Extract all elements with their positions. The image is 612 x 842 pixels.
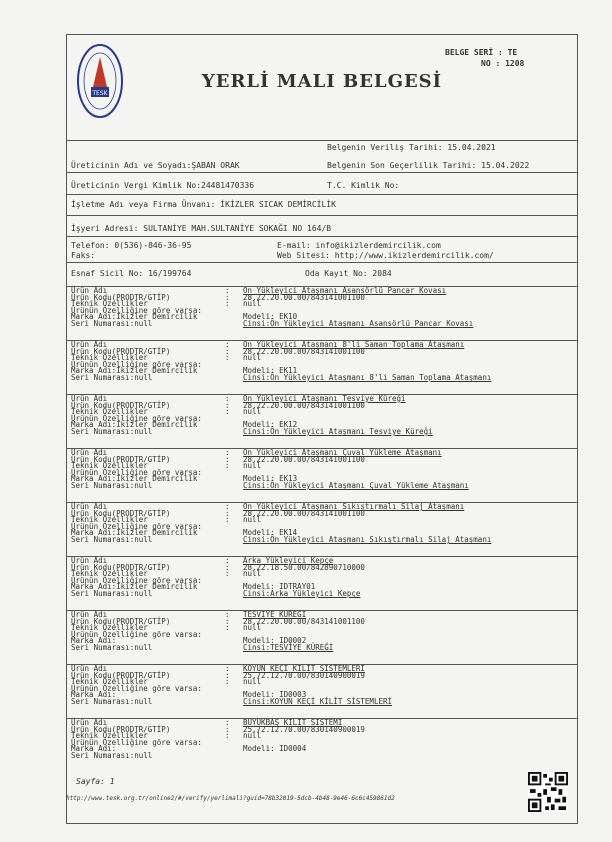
product-field: : [225,731,230,741]
product-field: Marka Adı: [71,744,117,754]
product-field: Ön Yükleyici Ataşmanı Asansörlü Pancar Kovası [243,287,447,295]
product-field: Arka Yükleyici Kepçe [243,557,334,565]
product-field: null [243,623,262,633]
oda-kayit: Oda Kayıt No: 2084 [305,269,392,278]
verify-url[interactable]: http://www.tesk.org.tr/online2/#/verify/yerlimali?guid=78b32019-5dcb-4b48-9e46-6c6c459861d2 [66,795,395,802]
product-field: : [225,724,230,734]
product-field: : [225,616,230,626]
product-field: : [225,503,230,511]
product-field: : [225,677,230,687]
document-title: YERLİ MALI BELGESİ [201,71,443,92]
product-field: null [243,731,262,741]
product-field: Ürün Kodu(PRODTR/GTİP) [71,454,171,464]
product-field: Teknik Özellikler [71,731,148,741]
product-field: Ön Yükleyici Ataşmanı Tesviye Küreği [243,395,406,403]
product-field: Seri Numarası:null [71,697,153,706]
product-row [67,665,577,719]
product-field: Ürün Kodu(PRODTR/GTİP) [71,616,171,626]
product-field: : [225,508,230,518]
product-field: Modeli: ID0004 [243,744,307,754]
product-field: BÜYÜKBAŞ KİLİT SİSTEMİ [243,719,343,727]
product-field: : [225,665,230,673]
product-field: Teknik Özellikler [71,623,148,633]
product-field: Teknik Özellikler [71,353,148,363]
product-field: : [225,719,230,727]
product-field: Marka Adı:İkizler Demircilik [71,420,198,430]
product-list [67,287,577,764]
isyeri-adresi: İşyeri Adresi: SULTANİYE MAH.SULTANİYE SOKAĞI NO 164/B [71,224,332,233]
product-field: Teknik Özellikler [71,299,148,309]
product-field: Marka Adı:İkizler Demircilik [71,582,198,592]
product-field: Ürünün Özelliğine göre varsa: [71,575,202,585]
product-field: Modeli: ID0003 [243,690,307,700]
product-field: : [225,400,230,410]
product-field: Marka Adı:İkizler Demircilik [71,528,198,538]
product-field: Teknik Özellikler [71,677,148,687]
product-field: Modeli: IDTRAY01 [243,582,316,592]
product-field: null [243,407,262,417]
product-field: : [225,395,230,403]
product-field: Seri Numarası:null [71,751,153,760]
product-field: : [225,346,230,356]
product-field: 28.22.20.00.00/843141001100 [243,400,365,410]
product-field: Cinsi:Arka Yükleyici Kepçe [243,589,361,598]
belge-seri-block [445,47,524,69]
certificate-page [66,34,578,824]
product-field: Seri Numarası:null [71,535,153,544]
email: E-mail: info@ikizlerdemircilik.com [277,241,441,250]
product-field: Modeli: EK14 [243,528,298,538]
product-field: Cinsi:Ön Yükleyici Ataşmanı Çuval Yükleme Ataşmanı [243,481,469,490]
product-field: Ürünün Özelliğine göre varsa: [71,737,202,747]
product-field: Ürünün Özelliğine göre varsa: [71,305,202,315]
product-field: Ürünün Özelliğine göre varsa: [71,521,202,531]
product-field: Ürün Kodu(PRODTR/GTİP) [71,346,171,356]
product-field: Ürünün Özelliğine göre varsa: [71,467,202,477]
product-field: 25.72.12.70.00/830140900019 [243,724,365,734]
product-field: Seri Numarası:null [71,643,153,652]
product-field: Modeli: EK12 [243,420,298,430]
faks: Faks: [71,251,96,260]
product-field: Cinsi:KOYUN KEÇİ KİLİT SİSTEMLERİ [243,697,393,706]
product-field: Marka Adı:İkizler Demircilik [71,366,198,376]
product-field: Teknik Özellikler [71,515,148,525]
product-field: Ürün Kodu(PRODTR/GTİP) [71,292,171,302]
product-row [67,395,577,449]
product-field: Seri Numarası:null [71,373,153,382]
product-field: : [225,670,230,680]
product-row [67,611,577,665]
product-field: Seri Numarası:null [71,481,153,490]
product-field: 28.22.20.00.00/843141001100 [243,616,365,626]
seal-text: TESK [92,90,108,97]
product-field: : [225,611,230,619]
product-field: null [243,569,262,579]
product-field: : [225,287,230,295]
product-field: 28.22.20.00.00/843141001100 [243,508,365,518]
product-field: Modeli: ID0002 [243,636,307,646]
product-field: Ürün Kodu(PRODTR/GTİP) [71,400,171,410]
product-row [67,719,577,764]
belge-seri: BELGE SERİ : TE [445,48,518,57]
product-field: Seri Numarası:null [71,427,153,436]
product-field: Ürünün Özelliğine göre varsa: [71,413,202,423]
product-field: Ürünün Özelliğine göre varsa: [71,683,202,693]
product-field: Ürün Kodu(PRODTR/GTİP) [71,562,171,572]
product-field: Ürün Adı [71,287,108,295]
product-field: TESVİYE KÜREĞİ [243,611,307,619]
product-field: : [225,562,230,572]
product-field: : [225,407,230,417]
product-field: Modeli: EK13 [243,474,298,484]
qr-code-icon[interactable] [528,772,568,812]
tc-kimlik: T.C. Kimlik No: [327,181,400,190]
product-row [67,557,577,611]
page-number: Sayfa: 1 [76,777,115,786]
product-field: : [225,557,230,565]
esnaf-sicil: Esnaf Sicil No: 16/199764 [71,269,192,278]
product-field: Cinsi:Ön Yükleyici Ataşmanı 8'li Saman Toplama Ataşmanı [243,373,492,382]
product-field: 28.22.20.00.00/843141001100 [243,346,365,356]
product-field: : [225,515,230,525]
product-field: Ön Yükleyici Ataşmanı Sıkıştırmalı Silaj Ataşmanı [243,503,465,511]
verilis-tarihi: Belgenin Veriliş Tarihi: 15.04.2021 [327,143,496,152]
telefon: Telefon: 0(536)-846-36-95 [71,241,192,250]
product-field: : [225,341,230,349]
product-field: : [225,449,230,457]
product-field: Marka Adı: [71,636,117,646]
product-field: Ürün Kodu(PRODTR/GTİP) [71,508,171,518]
product-field: Ürün Adı [71,341,108,349]
product-field: null [243,461,262,471]
product-field: Ürünün Özelliğine göre varsa: [71,629,202,639]
product-row [67,341,577,395]
product-field: Modeli: EK10 [243,312,298,322]
product-field: Seri Numarası:null [71,589,153,598]
product-field: Cinsi:Ön Yükleyici Ataşmanı Asansörlü Pancar Kovası [243,319,474,328]
product-field: null [243,677,262,687]
product-field: Teknik Özellikler [71,461,148,471]
web-sitesi: Web Sitesi: http://www.ikizlerdemircilik.com/ [277,251,494,260]
product-field: null [243,515,262,525]
product-field: Teknik Özellikler [71,569,148,579]
belge-no: NO : 1208 [481,59,525,68]
product-field: : [225,454,230,464]
product-row [67,449,577,503]
certificate-header [67,35,577,141]
gecerlilik-tarihi: Belgenin Son Geçerlilik Tarihi: 15.04.2022 [327,161,530,170]
product-row [67,503,577,557]
vergi-no: Üreticinin Vergi Kimlik No:24481470336 [71,181,255,190]
product-field: null [243,299,262,309]
product-field: 28.22.20.00.00/843141001100 [243,454,365,464]
product-field: Modeli: EK11 [243,366,298,376]
product-field: : [225,623,230,633]
product-field: Cinsi:Ön Yükleyici Ataşmanı Sıkıştırmalı Silaj Ataşmanı [243,535,492,544]
product-field: : [225,299,230,309]
product-field: : [225,292,230,302]
product-field: Ürün Adı [71,395,108,403]
product-field: 25.72.12.70.00/830140900019 [243,670,365,680]
product-field: Marka Adı: [71,690,117,700]
product-field: null [243,353,262,363]
product-field: : [225,461,230,471]
uretici-adi: Üreticinin Adı ve Soyadı:ŞABAN ORAK [71,161,240,170]
firma-unvani: İşletme Adı veya Firma Ünvanı: İKİZLER SICAK DEMİRCİLİK [71,200,336,209]
product-field: Ön Yükleyici Ataşmanı 8'li Saman Toplama Ataşmanı [243,341,465,349]
product-field: 28.22.18.50.00/842890710000 [243,562,365,572]
product-field: KOYUN KEÇİ KİLİT SİSTEMLERİ [243,665,365,673]
product-field: Marka Adı:İkizler Demircilik [71,312,198,322]
product-field: Cinsi:TESVİYE KÜREĞİ [243,643,334,652]
product-field: Ürün Adı [71,611,108,619]
product-field: Teknik Özellikler [71,407,148,417]
product-field: Ürün Adı [71,503,108,511]
product-field: : [225,569,230,579]
product-field: Ürün Adı [71,449,108,457]
product-field: Ürün Adı [71,665,108,673]
product-field: Ürün Adı [71,719,108,727]
product-field: Ön Yükleyici Ataşmanı Çuval Yükleme Ataşmanı [243,449,442,457]
product-field: Ürünün Özelliğine göre varsa: [71,359,202,369]
product-field: Ürün Adı [71,557,108,565]
product-field: 28.22.20.00.00/843141001100 [243,292,365,302]
product-field: : [225,353,230,363]
product-field: Cinsi:Ön Yükleyici Ataşmanı Tesviye Küreği [243,427,433,436]
product-field: Seri Numarası:null [71,319,153,328]
product-field: Marka Adı:İkizler Demircilik [71,474,198,484]
product-row [67,287,577,341]
product-field: Ürün Kodu(PRODTR/GTİP) [71,670,171,680]
product-field: Ürün Kodu(PRODTR/GTİP) [71,724,171,734]
